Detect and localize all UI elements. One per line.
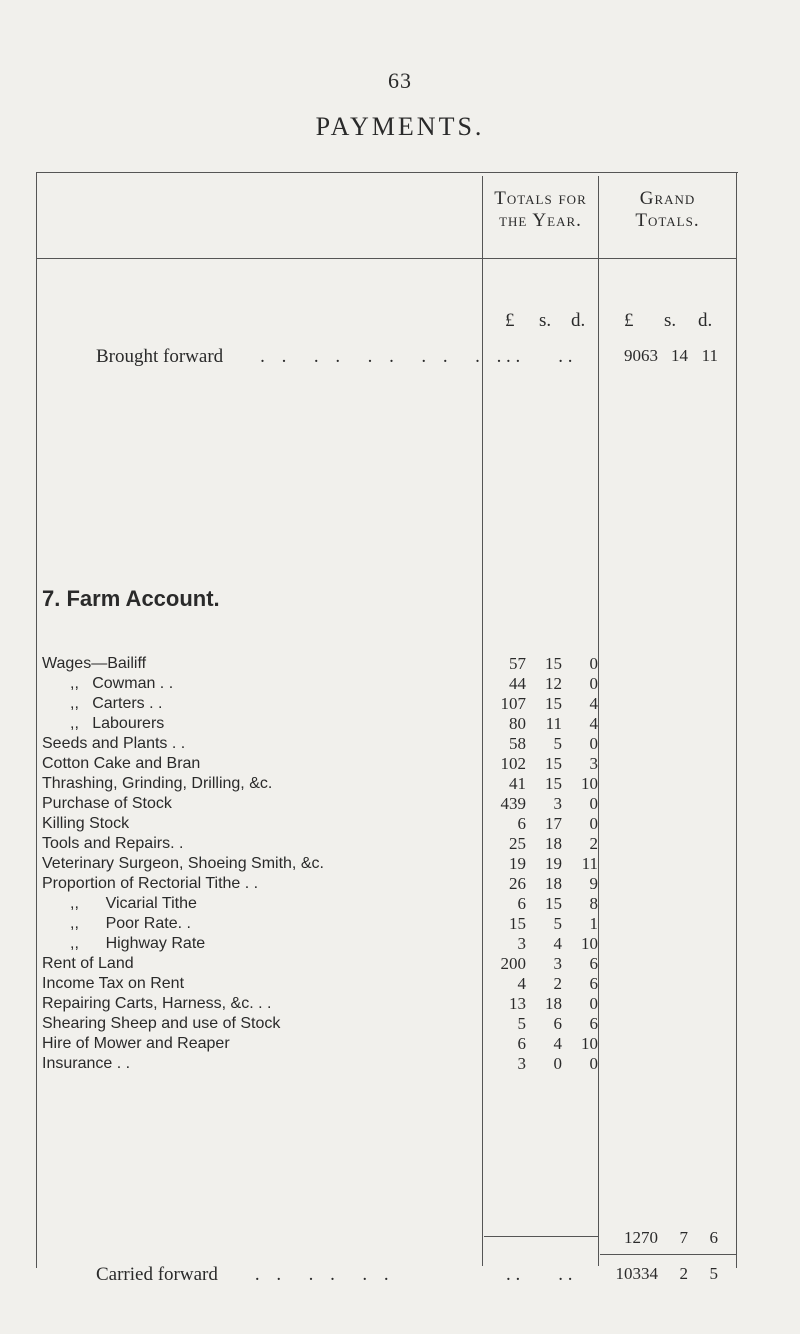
list-item (42, 674, 782, 694)
item-label: Repairing Carts, Harness, &c. . . (42, 995, 272, 1012)
pounds-value: 107 (500, 694, 526, 713)
item-label: Wages—Bailiff (42, 655, 147, 672)
leader-dots: . . . . . . (222, 1264, 395, 1285)
list-item (42, 834, 782, 854)
pence-value: 6 (709, 1228, 718, 1247)
list-item (42, 1014, 782, 1034)
pence-value: 0 (589, 794, 598, 813)
pence-value: 6 (589, 1014, 598, 1033)
item-label: Killing Stock (42, 815, 130, 832)
shillings-value: 5 (553, 734, 562, 753)
shillings-value: 2 (553, 974, 562, 993)
pounds-value: 6 (517, 1034, 526, 1053)
pounds-value: 80 (509, 714, 526, 733)
shillings-value: 15 (545, 654, 562, 673)
shillings-value: 3 (553, 954, 562, 973)
pence-value: 3 (589, 754, 598, 773)
item-label: Thrashing, Grinding, Drilling, &c. (42, 775, 273, 792)
shillings-value: 19 (545, 854, 562, 873)
item-label: Seeds and Plants . . (42, 735, 186, 752)
item-label: Income Tax on Rent (42, 975, 185, 992)
pence-value: 11 (581, 854, 598, 873)
pence-value: 10 (581, 1034, 598, 1053)
item-label: Insurance . . (42, 1055, 131, 1072)
table-top-rule (36, 172, 738, 173)
list-item (42, 994, 782, 1014)
pounds-value: 3 (517, 1054, 526, 1073)
item-label: ,, Cowman . . (70, 675, 174, 692)
list-item (42, 754, 782, 774)
pounds-value: 5 (517, 1014, 526, 1033)
grand-total-rule (600, 1254, 736, 1255)
pounds-sign: £ (624, 310, 634, 331)
shillings-value: 3 (553, 794, 562, 813)
item-label: ,, Poor Rate. . (70, 915, 191, 932)
list-item (42, 954, 782, 974)
pence-value: 0 (589, 734, 598, 753)
list-item (42, 814, 782, 834)
shillings-value: 15 (545, 774, 562, 793)
farm-account-items (42, 654, 782, 1074)
section-heading: 7. Farm Account. (42, 586, 220, 611)
pence-value: 6 (589, 954, 598, 973)
shillings-value: 15 (545, 694, 562, 713)
shillings-value: 17 (545, 814, 562, 833)
pence-value: 11 (701, 346, 718, 365)
shillings-value: 14 (671, 346, 688, 365)
pounds-value: 58 (509, 734, 526, 753)
item-label: Tools and Repairs. . (42, 835, 184, 852)
pounds-value: 44 (509, 674, 526, 693)
carried-forward-label: Carried forward . . . . . . (96, 1264, 395, 1285)
list-item (42, 774, 782, 794)
pounds-value: 102 (500, 754, 526, 773)
shillings-value: 18 (545, 874, 562, 893)
item-label: Veterinary Surgeon, Shoeing Smith, &c. (42, 855, 324, 872)
shillings-value: 12 (545, 674, 562, 693)
shillings-abbr: s. (539, 310, 552, 331)
header-totals-for-year: Totals for the Year. (494, 188, 587, 231)
shillings-value: 18 (545, 834, 562, 853)
list-item (42, 654, 782, 674)
header-grand-totals: Grand Totals. (635, 188, 700, 231)
table-left-rule (36, 172, 37, 1268)
pence-value: 9 (589, 874, 598, 893)
carried-forward-year-placeholder: . . . . (506, 1264, 573, 1285)
shillings-value: 7 (679, 1228, 688, 1247)
pence-abbr: d. (571, 310, 586, 331)
pence-value: 0 (589, 654, 598, 673)
item-label: Proportion of Rectorial Tithe . . (42, 875, 259, 892)
item-label: Rent of Land (42, 955, 134, 972)
pounds-value: 1270 (624, 1228, 658, 1247)
pounds-value: 3 (517, 934, 526, 953)
shillings-value: 15 (545, 754, 562, 773)
pounds-value: 200 (500, 954, 526, 973)
pounds-value: 6 (517, 814, 526, 833)
pounds-value: 13 (509, 994, 526, 1013)
brought-forward-year-placeholder: . . . . (506, 346, 573, 367)
pence-abbr: d. (698, 310, 713, 331)
shillings-value: 6 (553, 1014, 562, 1033)
list-item (42, 734, 782, 754)
item-label: Purchase of Stock (42, 795, 172, 812)
shillings-value: 0 (553, 1054, 562, 1073)
item-label: Cotton Cake and Bran (42, 755, 201, 772)
list-item (42, 714, 782, 734)
pence-value: 0 (589, 994, 598, 1013)
pence-value: 2 (589, 834, 598, 853)
pounds-value: 41 (509, 774, 526, 793)
item-label: ,, Carters . . (70, 695, 163, 712)
pence-value: 6 (589, 974, 598, 993)
shillings-value: 4 (553, 934, 562, 953)
item-label: Hire of Mower and Reaper (42, 1035, 230, 1052)
pence-value: 0 (589, 674, 598, 693)
pence-value: 4 (589, 714, 598, 733)
leader-dots: . . . . . . . . . . (227, 346, 508, 367)
pounds-value: 26 (509, 874, 526, 893)
page-title: PAYMENTS. (315, 112, 485, 141)
brought-forward-label: Brought forward . . . . . . . . . . (96, 346, 508, 367)
header-bottom-rule (36, 258, 736, 259)
brought-forward-grand-amount (610, 346, 730, 368)
pounds-value: 10334 (615, 1264, 658, 1283)
list-item (42, 914, 782, 934)
shillings-value: 15 (545, 894, 562, 913)
pence-value: 10 (581, 934, 598, 953)
item-label: ,, Labourers (70, 715, 165, 732)
list-item (42, 1034, 782, 1054)
pence-value: 10 (581, 774, 598, 793)
pence-value: 1 (589, 914, 598, 933)
pounds-value: 9063 (624, 346, 658, 365)
pounds-value: 15 (509, 914, 526, 933)
pounds-value: 6 (517, 894, 526, 913)
shillings-value: 4 (553, 1034, 562, 1053)
item-label: ,, Highway Rate (70, 935, 206, 952)
shillings-value: 5 (553, 914, 562, 933)
pounds-value: 4 (517, 974, 526, 993)
pounds-value: 19 (509, 854, 526, 873)
list-item (42, 854, 782, 874)
pounds-value: 57 (509, 654, 526, 673)
list-item (42, 974, 782, 994)
pence-value: 0 (589, 814, 598, 833)
pence-value: 8 (589, 894, 598, 913)
list-item (42, 874, 782, 894)
pounds-sign: £ (505, 310, 515, 331)
pence-value: 4 (589, 694, 598, 713)
list-item (42, 934, 782, 954)
list-item (42, 1054, 782, 1074)
item-label: ,, Vicarial Tithe (70, 895, 197, 912)
shillings-value: 18 (545, 994, 562, 1013)
list-item (42, 894, 782, 914)
list-item (42, 794, 782, 814)
carried-forward-grand-amount (610, 1264, 730, 1286)
item-label: Shearing Sheep and use of Stock (42, 1015, 281, 1032)
section-total-rule (484, 1236, 598, 1237)
shillings-value: 2 (679, 1264, 688, 1283)
shillings-abbr: s. (664, 310, 677, 331)
list-item (42, 694, 782, 714)
pence-value: 5 (709, 1264, 718, 1283)
pounds-value: 439 (500, 794, 526, 813)
section-total-amount (610, 1228, 730, 1250)
pounds-value: 25 (509, 834, 526, 853)
shillings-value: 11 (545, 714, 562, 733)
pence-value: 0 (589, 1054, 598, 1073)
page-number: 63 (388, 68, 412, 93)
